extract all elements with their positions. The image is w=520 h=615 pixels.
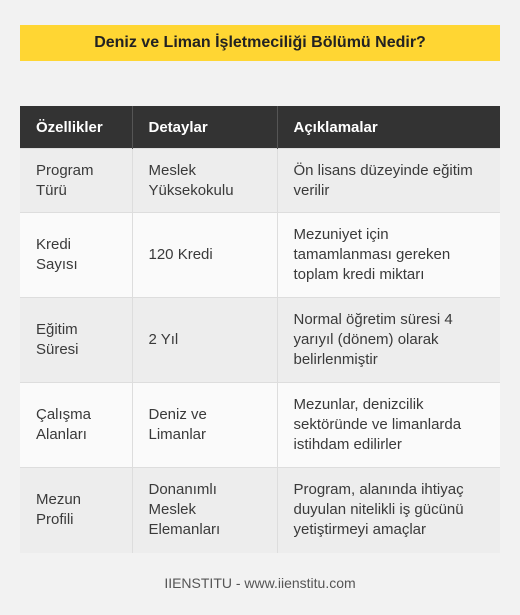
table-row — [20, 383, 500, 468]
table-cell: Program Türü — [20, 149, 132, 213]
table-cell: Program, alanında ihtiyaç duyulan nitelikli iş gücünü yetiştirmeyi amaçlar — [277, 468, 500, 553]
table-cell: Kredi Sayısı — [20, 213, 132, 298]
table-cell: Mezunlar, denizcilik sektöründe ve limanlarda istihdam edilirler — [277, 383, 500, 468]
table-cell: Donanımlı Meslek Elemanları — [132, 468, 277, 553]
table-cell: Ön lisans düzeyinde eğitim verilir — [277, 149, 500, 213]
table-cell: 120 Kredi — [132, 213, 277, 298]
table-cell: 2 Yıl — [132, 298, 277, 383]
page-title: Deniz ve Liman İşletmeciliği Bölümü Nedir? — [20, 25, 500, 61]
table-cell: Meslek Yüksekokulu — [132, 149, 277, 213]
table-row — [20, 213, 500, 298]
table-cell: Mezuniyet için tamamlanması gereken toplam kredi miktarı — [277, 213, 500, 298]
info-table — [20, 106, 500, 553]
column-header-descriptions: Açıklamalar — [277, 106, 500, 149]
column-header-features: Özellikler — [20, 106, 132, 149]
table-cell: Deniz ve Limanlar — [132, 383, 277, 468]
table-header-row — [20, 106, 500, 149]
table-row — [20, 298, 500, 383]
table-cell: Normal öğretim süresi 4 yarıyıl (dönem) olarak belirlenmiştir — [277, 298, 500, 383]
table-cell: Mezun Profili — [20, 468, 132, 553]
table-cell: Eğitim Süresi — [20, 298, 132, 383]
footer-credit: IIENSTITU - www.iienstitu.com — [164, 575, 356, 591]
table-cell: Çalışma Alanları — [20, 383, 132, 468]
table-row — [20, 149, 500, 213]
column-header-details: Detaylar — [132, 106, 277, 149]
table-row — [20, 468, 500, 553]
